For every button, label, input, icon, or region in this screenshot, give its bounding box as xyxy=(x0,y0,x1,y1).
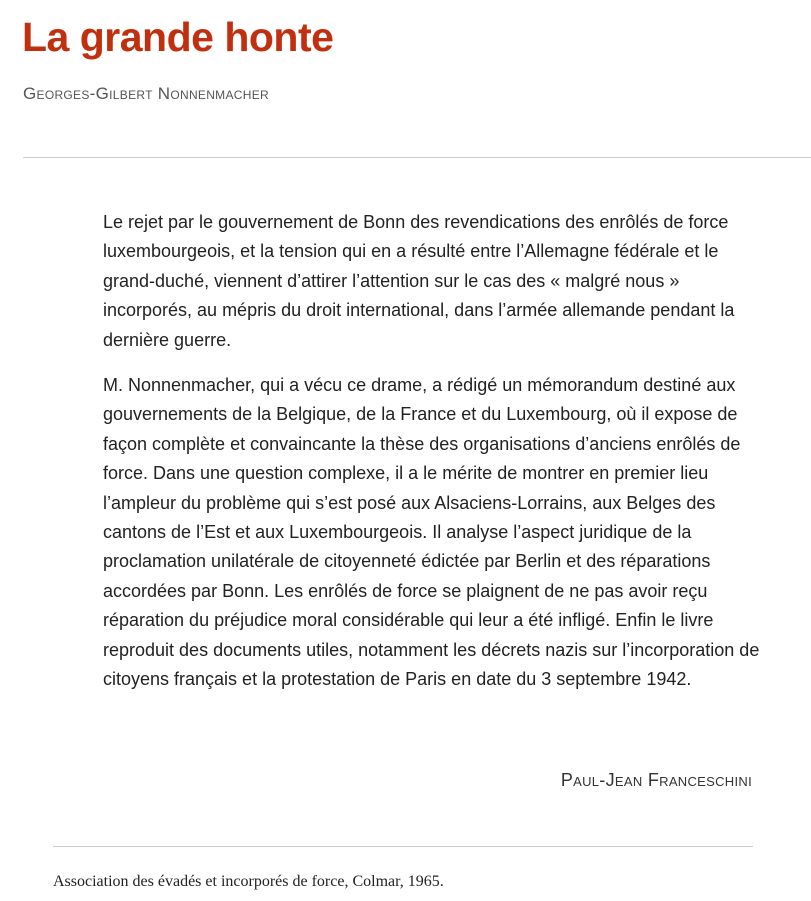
publication-info: Association des évadés et incorporés de force, Colmar, 1965. xyxy=(53,873,444,890)
review-signature: Paul-Jean Franceschini xyxy=(560,770,752,790)
page-title: La grande honte xyxy=(22,14,334,60)
divider xyxy=(53,846,753,847)
paragraph: M. Nonnenmacher, qui a vécu ce drame, a rédigé un mémorandum destiné aux gouvernements de la Belgique, de la France et du Luxembourg, où il expose de façon complète et convaincante la thèse des organisations d’anciens enrôlés de force. Dans une question complexe, il a le mérite de montrer en premier lieu l’ampleur du problème qui s’est posé aux Alsaciens-Lorrains, aux Belges des cantons de l’Est et aux Luxembourgeois. Il analyse l’aspect juridique de la proclamation unilatérale de citoyenneté édictée par Berlin et des réparations accordées par Bonn. Les enrôlés de force se plaignent de ne pas avoir reçu réparation du préjudice moral considérable qui leur a été infligé. Enfin le livre reproduit des documents utiles, notamment les décrets nazis sur l’incorporation de citoyens français et la protestation de Paris en date du 3 septembre 1942. xyxy=(103,375,760,690)
book-author: Georges-Gilbert Nonnenmacher xyxy=(23,84,269,103)
review-body xyxy=(103,208,763,711)
divider xyxy=(23,157,811,158)
paragraph: Le rejet par le gouvernement de Bonn des revendications des enrôlés de force luxembourgeois, et la tension qui en a résulté entre l’Allemagne fédérale et le grand-duché, viennent d’attirer l’attention sur le cas des « malgré nous » incorporés, au mépris du droit international, dans l’armée allemande pendant la dernière guerre. xyxy=(103,212,735,350)
